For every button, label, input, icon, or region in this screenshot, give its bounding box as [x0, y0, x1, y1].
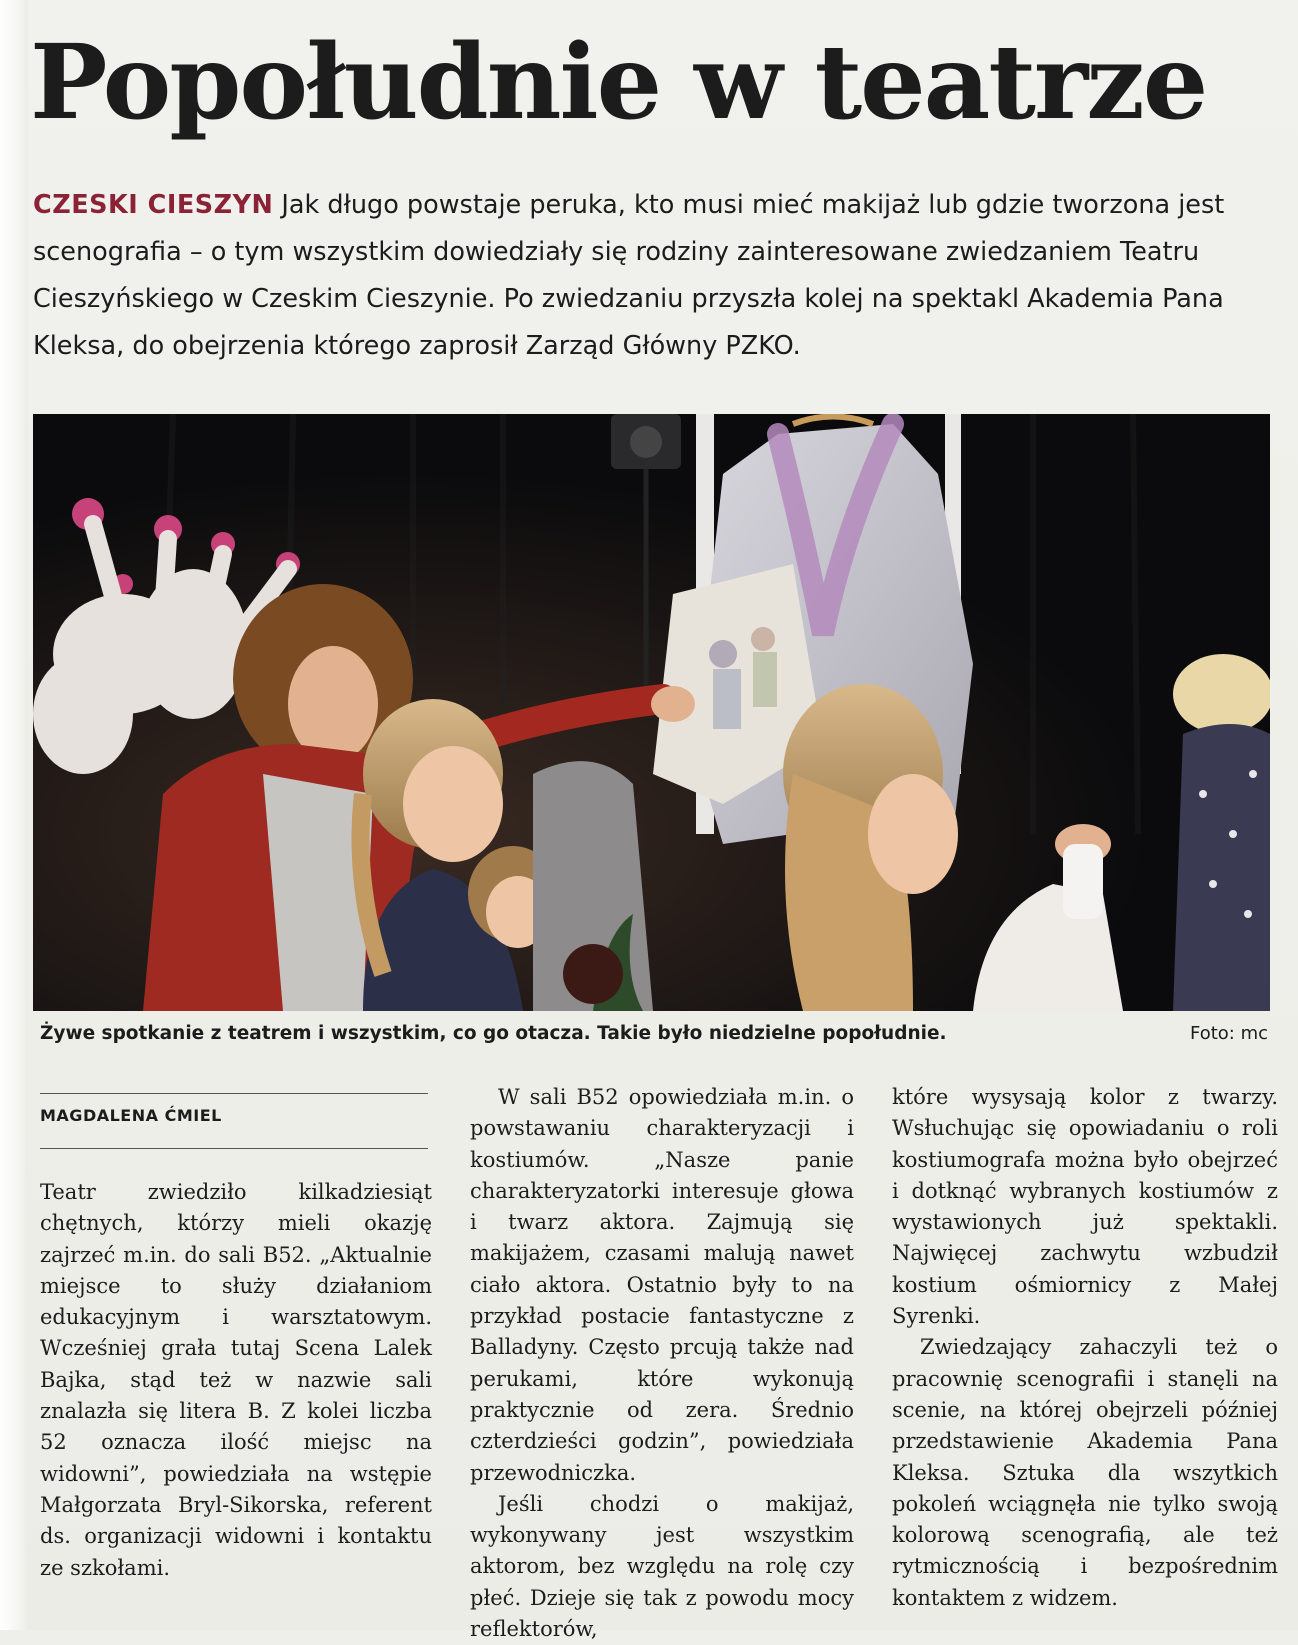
byline-rule-top [40, 1093, 428, 1094]
article-byline: MAGDALENA ĆMIEL [40, 1106, 222, 1125]
location-kicker: CZESKI CIESZYN [33, 190, 274, 220]
photo-credit: Foto: mc [1189, 1023, 1268, 1044]
body-column-1 [40, 1177, 432, 1584]
paragraph: które wysysają kolor z twarzy. Wsłuchując się opowiadaniu o roli kostiumografa można było obejrzeć i dotknąć wybranych kostiumów z wystawionych już spektakli. Najwięcej zachwytu wzbudził kostium ośmiornicy z Małej Syrenki. [892, 1085, 1278, 1329]
body-column-3 [892, 1082, 1278, 1614]
paragraph: Zwiedzający zahaczyli też o pracownię scenografii i stanęli na scenie, na której obejrzeli później przedstawienie Akademia Pana Kleksa. Sztuka dla wszytkich pokoleń wciągnęła nie tylko swoją kolorową scenografią, ale też rytmicznością i bezpośrednim kontaktem z widzem. [892, 1335, 1278, 1610]
paragraph: W sali B52 opowiedziała m.in. o powstawaniu charakteryzacji i kostiumów. „Nasze panie charakteryzatorki interesuje głowa i twarz aktora. Zajmują się makijażem, czasami malują nawet ciało aktora. Ostatnio były to na przykład postacie fantastyczne z Balladyny. Często prcują także nad perukami, które wykonują praktycznie od zera. Średnio czterdzieści godzin”, powiedziała przewodniczka. [470, 1085, 854, 1485]
paragraph: Teatr zwiedziło kilkadziesiąt chętnych, którzy mieli okazję zajrzeć m.in. do sali B52. „Aktualnie miejsce to służy działaniom edukacyjnym i warsztatowym. Wcześniej grała tutaj Scena Lalek Bajka, stąd też w nazwie sali znalazła się litera B. Z kolei liczba 52 oznacza ilość miejsc na widowni”, powiedziała na wstępie Małgorzata Bryl-Sikorska, referent ds. organizacji widowni i kontaktu ze szkołami. [40, 1180, 432, 1580]
article-lead [33, 182, 1265, 370]
page-margin [0, 0, 28, 1630]
lead-text: Jak długo powstaje peruka, kto musi mieć makijaż lub gdzie tworzona jest scenografia – o tym wszystkim dowiedziały się rodziny zainteresowane zwiedzaniem Teatru Cieszyńskiego w Czeskim Cieszynie. Po zwiedzaniu przyszła kolej na spektakl Akademia Pana Kleksa, do obejrzenia którego zaprosił Zarząd Główny PZKO. [33, 190, 1225, 361]
photo-caption: Żywe spotkanie z teatrem i wszystkim, co go otacza. Takie było niedzielne popołudnie. [40, 1023, 947, 1044]
theatre-scene-illustration [33, 414, 1270, 1011]
byline-rule-bottom [40, 1148, 428, 1149]
paragraph: Jeśli chodzi o makijaż, wykonywany jest wszystkim aktorom, bez względu na rolę czy płeć. Dzieje się tak z powodu mocy reflektorów, [470, 1491, 854, 1642]
article-headline: Popołudnie w teatrze [30, 22, 1207, 143]
article-photo [33, 414, 1270, 1011]
body-column-2 [470, 1082, 854, 1645]
